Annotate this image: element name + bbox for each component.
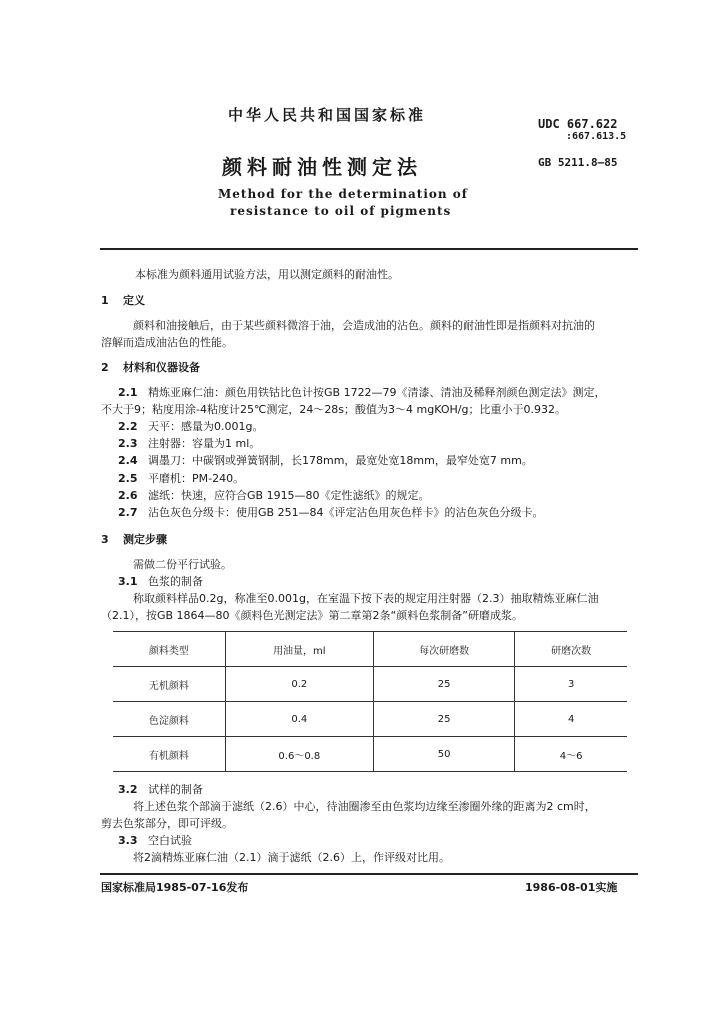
udc-code: UDC 667.622 bbox=[538, 117, 618, 131]
table-header-cell: 每次研磨数 bbox=[373, 632, 514, 667]
item-3-2-text-line1: 将上述色浆个部滴于滤纸（2.6）中心，待油圈渗至由色浆均边缘至渗圈外缘的距离为2 cm时， bbox=[133, 800, 596, 813]
item-2-4: 2.4 调墨刀：中碳钢或弹簧钢制，长178mm，最宽处宽18mm，最窄处宽7 mm。 bbox=[118, 454, 533, 467]
table-row: 无机颜料 0.2 25 3 bbox=[113, 667, 627, 702]
grinding-table bbox=[113, 631, 627, 772]
title-chinese: 颜料耐油性测定法 bbox=[222, 155, 422, 179]
table-header-row bbox=[113, 632, 627, 667]
item-3-1-heading: 3.1 色浆的制备 bbox=[118, 575, 203, 588]
table-header-cell: 研磨次数 bbox=[515, 632, 627, 667]
item-3-1-text-line2: （2.1），按GB 1864—80《颜料色光测定法》第二章第2条“颜料色浆制备”研磨成浆。 bbox=[101, 609, 523, 622]
udc-code-sub: :667.613.5 bbox=[566, 131, 627, 142]
title-english-line2: resistance to oil of pigments bbox=[230, 204, 452, 218]
item-3-2-text-line2: 剪去色浆部分，即可评级。 bbox=[101, 817, 233, 830]
section-3-heading: 3 测定步骤 bbox=[101, 533, 167, 546]
item-2-1-cont: 不大于9；粘度用涂-4粘度计25℃测定，24～28s；酸值为3～4 mgKOH/g；比重小于0.932。 bbox=[101, 403, 566, 416]
item-3-2-heading: 3.2 试样的制备 bbox=[118, 783, 203, 796]
item-3-3-text: 将2滴精炼亚麻仁油（2.1）滴于滤纸（2.6）上，作评级对比用。 bbox=[133, 851, 450, 864]
section-2-heading: 2 材料和仪器设备 bbox=[101, 361, 200, 374]
item-2-3: 2.3 注射器：容量为1 ml。 bbox=[118, 437, 261, 450]
issue-date: 国家标准局1985-07-16发布 bbox=[101, 881, 249, 894]
effective-date: 1986-08-01实施 bbox=[525, 881, 618, 894]
table-row: 色淀颜料 0.4 25 4 bbox=[113, 702, 627, 737]
item-2-1: 2.1 精炼亚麻仁油：颜色用铁钴比色计按GB 1722—79《清漆、清油及稀释剂颜色测定法》测定， bbox=[118, 386, 606, 399]
gb-number: GB 5211.8—85 bbox=[538, 156, 618, 169]
table-row: 有机颜料 0.6～0.8 50 4～6 bbox=[113, 737, 627, 772]
item-2-5: 2.5 平磨机：PM-240。 bbox=[118, 472, 245, 485]
section-1-text-line2: 溶解而造成油沾色的性能。 bbox=[101, 336, 233, 349]
section-1-text-line1: 颜料和油接触后，由于某些颜料微溶于油，会造成油的沾色。颜料的耐油性即是指颜料对抗油的 bbox=[133, 319, 595, 332]
table-header-cell: 用油量，ml bbox=[225, 632, 373, 667]
item-2-7: 2.7 沾色灰色分级卡：使用GB 251—84《评定沾色用灰色样卡》的沾色灰色分级卡。 bbox=[118, 506, 544, 519]
item-2-6: 2.6 滤纸：快速，应符合GB 1915—80《定性滤纸》的规定。 bbox=[118, 489, 430, 502]
item-3-3-heading: 3.3 空白试验 bbox=[118, 834, 192, 847]
section-1-heading: 1 定义 bbox=[101, 294, 145, 307]
table-header-cell: 颜料类型 bbox=[113, 632, 225, 667]
item-3-1-text-line1: 称取颜料样品0.2g，称准至0.001g，在室温下按下表的规定用注射器（2.3）抽取精炼亚麻仁油 bbox=[133, 592, 599, 605]
section-3-intro: 需做二份平行试验。 bbox=[133, 558, 232, 571]
item-2-2: 2.2 天平：感量为0.001g。 bbox=[118, 420, 264, 433]
standard-header: 中华人民共和国国家标准 bbox=[228, 106, 427, 124]
top-rule bbox=[100, 248, 638, 250]
intro-paragraph: 本标准为颜料通用试验方法，用以测定颜料的耐油性。 bbox=[135, 268, 399, 281]
title-english-line1: Method for the determination of bbox=[218, 187, 468, 201]
bottom-rule bbox=[100, 873, 638, 875]
